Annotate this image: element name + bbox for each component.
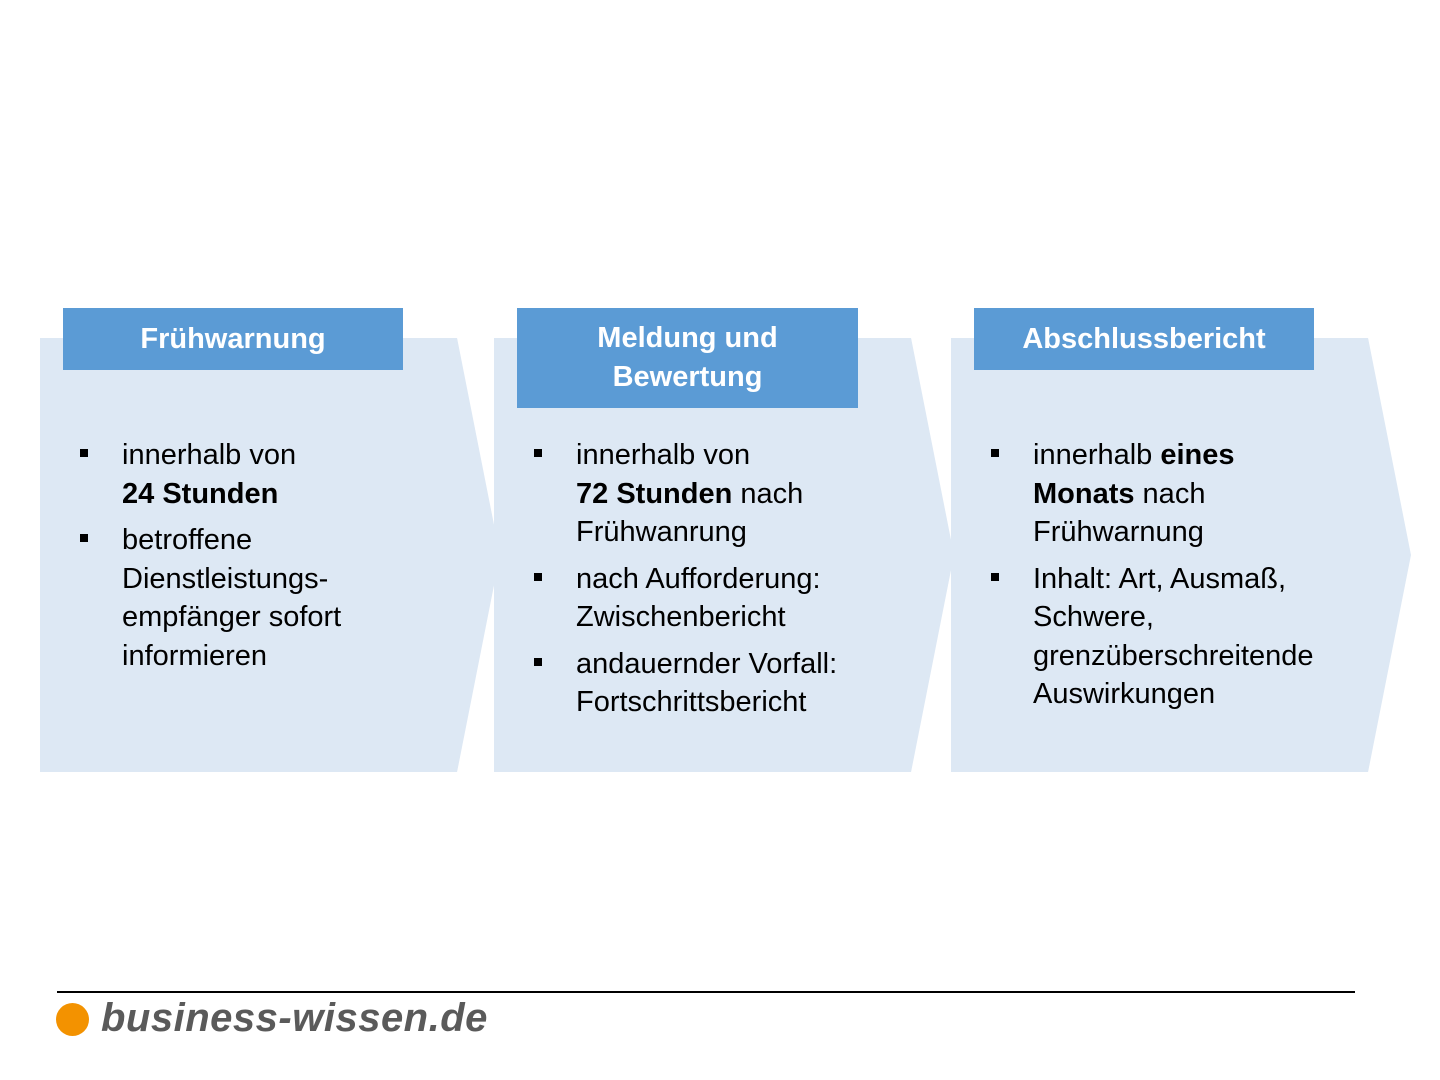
- stage-title: Abschlussbericht: [974, 308, 1314, 370]
- bullet-text: Schwere,: [1033, 601, 1154, 633]
- stage-title-line-1: Meldung und: [597, 322, 778, 354]
- bullet-square-icon: [534, 573, 542, 581]
- bullet-text: Frühwanrung: [576, 516, 747, 548]
- bullet-list: [496, 436, 936, 730]
- bullet-line: [576, 560, 936, 599]
- bullet-text: Fortschrittsbericht: [576, 686, 807, 718]
- bullet-line: [1033, 475, 1393, 514]
- bullet-line: [576, 683, 936, 722]
- bullet-text: innerhalb von: [122, 439, 297, 471]
- bullet-square-icon: [534, 449, 542, 457]
- bullet-text: empfänger sofort: [122, 601, 342, 633]
- bullet-line: [1033, 513, 1393, 552]
- bullet-line: [576, 436, 936, 475]
- bullet-line: [122, 637, 462, 676]
- bullet-line: [122, 598, 462, 637]
- bullet-item: [42, 521, 462, 675]
- bullet-text: grenzüberschreitende: [1033, 639, 1314, 672]
- bullet-item: [953, 560, 1393, 714]
- bullet-square-icon: [991, 449, 999, 457]
- bullet-line: [576, 598, 936, 637]
- bullet-text: Auswirkungen: [1033, 678, 1216, 710]
- bullet-text: Frühwarnung: [1033, 516, 1204, 548]
- bullet-text-bold: 24 Stunden: [122, 477, 279, 510]
- bullet-square-icon: [991, 573, 999, 581]
- bullet-text-bold: 72 Stunden: [576, 477, 733, 510]
- bullet-item: [496, 436, 936, 552]
- bullet-line: [576, 475, 936, 514]
- bullet-item: [496, 645, 936, 722]
- bullet-line: [122, 560, 462, 599]
- bullet-text: Zwischenbericht: [576, 601, 786, 633]
- stage-title: [517, 308, 858, 408]
- stage-abschlussbericht: [951, 308, 1411, 774]
- bullet-text-bold: eines: [1160, 439, 1235, 471]
- bullet-text: nach: [1134, 477, 1206, 510]
- bullet-item: [953, 436, 1393, 552]
- bullet-text: innerhalb von: [576, 439, 751, 471]
- bullet-line: [1033, 675, 1393, 714]
- bullet-text: andauernder Vorfall:: [576, 647, 838, 680]
- stage-fruehwarnung: [40, 308, 500, 774]
- bullet-line: [1033, 436, 1393, 475]
- bullet-list: [42, 436, 462, 683]
- footer-divider: [57, 991, 1355, 993]
- bullet-item: [42, 436, 462, 513]
- bullet-line: [122, 436, 462, 475]
- logo-dot-icon: [56, 1003, 89, 1036]
- bullet-line: [1033, 598, 1393, 637]
- stage-title-line-2: Bewertung: [612, 361, 763, 393]
- bullet-text-bold: Monats: [1033, 477, 1135, 510]
- bullet-line: [576, 645, 936, 684]
- bullet-text: Inhalt: Art, Ausmaß,: [1033, 562, 1287, 595]
- logo-text: business-wissen.de: [101, 996, 488, 1040]
- bullet-text: nach: [732, 477, 804, 510]
- bullet-square-icon: [80, 449, 88, 457]
- stage-title: Frühwarnung: [63, 308, 403, 370]
- bullet-line: [576, 513, 936, 552]
- bullet-text: nach Aufforderung:: [576, 562, 821, 595]
- bullet-square-icon: [80, 534, 88, 542]
- bullet-text: betroffene: [122, 524, 253, 556]
- bullet-list: [953, 436, 1393, 722]
- bullet-square-icon: [534, 658, 542, 666]
- bullet-text: informieren: [122, 639, 268, 672]
- bullet-line: [122, 475, 462, 514]
- bullet-line: [1033, 637, 1393, 676]
- bullet-text: Dienstleistungs-: [122, 562, 329, 595]
- stage-meldung-bewertung: [494, 308, 954, 774]
- bullet-item: [496, 560, 936, 637]
- bullet-line: [122, 521, 462, 560]
- bullet-line: [1033, 560, 1393, 599]
- bullet-text: innerhalb: [1033, 439, 1161, 471]
